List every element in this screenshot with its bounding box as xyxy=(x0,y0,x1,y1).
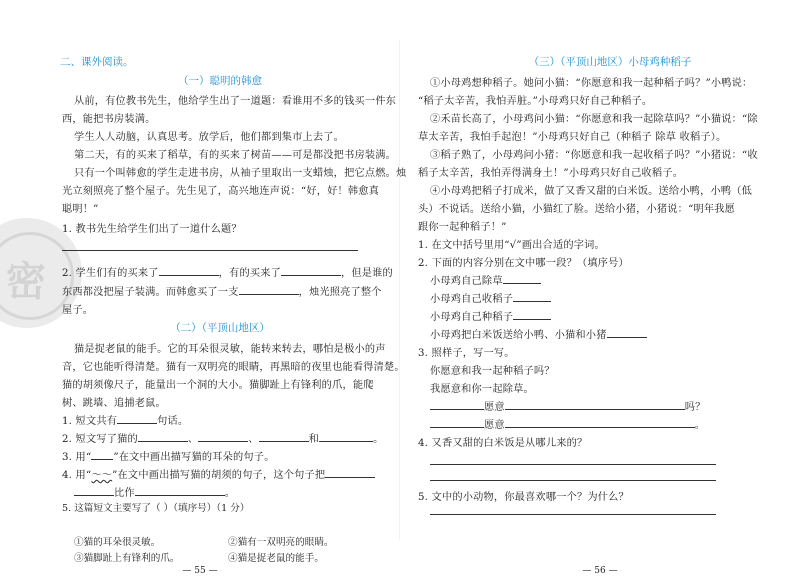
question-7 xyxy=(62,500,392,514)
fill-blank[interactable] xyxy=(325,467,375,478)
fill-blank[interactable] xyxy=(430,417,484,428)
passage3-line: 头）不说话。送给小猫，小猫红了脸。送给小猪，小猪说：“明年我愿 xyxy=(418,204,736,215)
fill-blank[interactable] xyxy=(138,431,188,442)
right-page xyxy=(400,0,800,580)
q7-text: 5. 这篇短文主要写了（ ）（填序号）（1 分） xyxy=(62,503,250,514)
fill-blank[interactable] xyxy=(74,485,114,496)
list-item xyxy=(430,308,551,323)
page-number-right: — 56 — xyxy=(582,566,618,576)
q2-item-text: 小母鸡自己除草 xyxy=(430,276,503,287)
answer-line[interactable] xyxy=(430,514,716,515)
question-4 xyxy=(62,430,383,445)
q2-text: 2. 学生们有的买来了 xyxy=(62,268,159,279)
fill-blank[interactable] xyxy=(513,291,551,302)
passage3-line: ①小母鸡想种稻子。她问小猫：“你愿意和我一起种稻子吗？”小鸭说： xyxy=(430,78,753,89)
question-2: 2. 下面的内容分别在文中哪一段？（填序号） xyxy=(418,258,629,269)
section-title: 二、课外阅读。 xyxy=(60,56,134,68)
fill-blank[interactable] xyxy=(135,485,225,496)
list-item xyxy=(430,326,647,341)
q2-item-text: 小母鸡自己收稻子 xyxy=(430,294,514,305)
passage3-line: 跟你一起种稻子！” xyxy=(418,222,507,233)
question-6-cont xyxy=(74,484,235,499)
q6-text: 比作 xyxy=(114,488,135,499)
list-item xyxy=(430,290,551,305)
passage3-line: 稻子太辛苦，我怕弄得满身土！”小母鸡只好自己收稻子。 xyxy=(418,168,684,179)
q4-text: 2. 短文写了猫的 xyxy=(62,434,138,445)
q5-text: 3. 用“ xyxy=(62,452,92,463)
q4-text: 、 xyxy=(187,434,199,445)
q2-text: ，有的买来了 xyxy=(218,268,281,279)
answer-line[interactable] xyxy=(62,250,358,251)
q3-end: 。 xyxy=(694,420,706,431)
question-1: 1. 教书先生给学生们出了一道什么题？ xyxy=(62,224,242,235)
fill-blank[interactable] xyxy=(319,431,373,442)
q3-text: 句话。 xyxy=(157,416,189,427)
q4-text: 、 xyxy=(248,434,259,445)
passage2-line: 猫是捉老鼠的能手。它的耳朵很灵敏，能转来转去，哪怕是极小的声 xyxy=(74,344,386,355)
option-text: ②猫有一双明亮的眼睛。 xyxy=(228,537,334,548)
fill-blank[interactable] xyxy=(505,417,695,428)
option-text: ①猫的耳朵很灵敏。 xyxy=(74,537,161,548)
q6-text: 。 xyxy=(224,488,236,499)
passage1-line: 从前，有位教书先生，他给学生出了一道题：看谁用不多的钱买一件东 xyxy=(74,96,397,107)
q6-text: 4. 用“ xyxy=(62,470,92,481)
imitation-line xyxy=(430,398,706,413)
passage1-line: 学生人人动脑，认真思考。放学后，他们都到集市上去了。 xyxy=(74,132,345,143)
passage3-line: 草太辛苦，我怕手起泡！”小母鸡只好自己（种稻子 除草 收稻子）。 xyxy=(418,132,727,143)
fill-blank[interactable] xyxy=(198,431,248,442)
passage1-line: 第二天，有的买来了稻草，有的买来了树苗——可是都没把书房装满。 xyxy=(74,150,397,161)
question-2-cont: 屋子。 xyxy=(62,305,94,316)
fill-blank[interactable] xyxy=(259,431,309,442)
question-3: 3. 照样子，写一写。 xyxy=(418,348,515,359)
imitation-line xyxy=(430,416,705,431)
passage3-title: （三）（平顶山地区）小母鸡种稻子 xyxy=(528,56,692,68)
option-text: ④猫是捉老鼠的能手。 xyxy=(228,553,324,564)
q4-text: 。 xyxy=(373,434,384,445)
q2-text: ，但是谁的 xyxy=(341,268,393,279)
q2-text: 东西都没把屋子装满。而韩愈买了一支 xyxy=(62,287,239,298)
question-2-cont xyxy=(62,283,382,298)
question-7-block xyxy=(62,500,392,514)
page-number-left: — 55 — xyxy=(182,566,218,576)
q3-word: 愿意 xyxy=(484,402,505,413)
q2-text: ，烛光照亮了整个 xyxy=(298,287,382,298)
question-4: 4. 又香又甜的白米饭是从哪儿来的？ xyxy=(418,438,588,449)
list-item xyxy=(430,272,541,287)
passage3-line: ④小母鸡把稻子打成米，做了又香又甜的白米饭。送给小鸭，小鸭（低 xyxy=(430,186,753,197)
fill-blank[interactable] xyxy=(505,399,685,410)
stamp-glyph: 密 xyxy=(6,259,46,305)
fill-blank[interactable] xyxy=(117,413,157,424)
fill-blank[interactable] xyxy=(281,265,341,276)
passage2-title: （二）（平顶山地区） xyxy=(170,322,270,334)
option-text: ③猫脚趾上有锋利的爪。 xyxy=(74,553,180,564)
option-1[interactable] xyxy=(74,534,160,548)
passage2-line: 音，它也能听得清楚。猫有一双明亮的眼睛，再黑暗的夜里也能看得清楚。 xyxy=(62,362,405,373)
q2-item-text: 小母鸡把白米饭送给小鸭、小猫和小猪 xyxy=(430,330,607,341)
q3-text: 1. 短文共有 xyxy=(62,416,118,427)
passage3-line: “稻子太辛苦，我怕弄脏。”小母鸡只好自己种稻子。 xyxy=(418,96,653,107)
fill-blank[interactable] xyxy=(607,327,647,338)
fill-blank[interactable] xyxy=(430,399,484,410)
example-sentence: 我愿意和你一起除草。 xyxy=(430,384,534,395)
option-4[interactable] xyxy=(228,550,324,564)
passage3-line: ②禾苗长高了，小母鸡问小猫：“你愿意和我一起除草吗？”小猫说：“除 xyxy=(430,114,758,125)
q5-text: ”在文中画出描写猫的耳朵的句子。 xyxy=(113,452,275,463)
question-3 xyxy=(62,412,188,427)
fill-blank[interactable] xyxy=(239,284,299,295)
option-3[interactable] xyxy=(74,550,180,564)
q3-word: 愿意 xyxy=(484,420,505,431)
passage1-line: 聪明！” xyxy=(62,204,99,215)
passage3-line: ③稻子熟了，小母鸡问小猪：“你愿意和我一起收稻子吗？”小猪说：“收 xyxy=(430,150,758,161)
passage2-line: 树、跳墙、追捕老鼠。 xyxy=(62,398,166,409)
q3-end: 吗？ xyxy=(684,402,706,413)
question-2 xyxy=(62,264,393,279)
passage1-line: 光立刻照亮了整个屋子。先生见了，高兴地连声说：“好，好！韩愈真 xyxy=(62,186,380,197)
question-5: 5. 文中的小动物，你最喜欢哪一个？为什么？ xyxy=(418,492,629,503)
question-1: 1. 在文中括号里用“√”画出合适的字词。 xyxy=(418,240,605,251)
fill-blank[interactable] xyxy=(159,265,219,276)
q2-item-text: 小母鸡自己种稻子 xyxy=(430,312,514,323)
option-2[interactable] xyxy=(228,534,334,548)
passage1-title: （一）聪明的韩愈 xyxy=(178,75,262,87)
passage1-line: 西，能把书房装满。 xyxy=(62,114,156,125)
answer-line[interactable] xyxy=(430,480,716,481)
example-sentence: 你愿意和我一起种稻子吗？ xyxy=(430,366,555,377)
fill-blank[interactable] xyxy=(503,273,541,284)
underline-sample xyxy=(91,449,113,460)
question-5 xyxy=(62,448,275,463)
answer-line[interactable] xyxy=(430,464,716,465)
passage2-line: 猫的胡须像尺子，能量出一个洞的大小。猫脚趾上有锋利的爪，能爬 xyxy=(62,380,374,391)
wavy-line-sample: ～～ xyxy=(91,470,113,481)
fill-blank[interactable] xyxy=(513,309,551,320)
question-6 xyxy=(62,466,375,481)
passage1-line: 只有一个叫韩愈的学生走进书房，从袖子里取出一支蜡烛，把它点燃。烛 xyxy=(74,168,407,179)
q4-text: 和 xyxy=(308,434,320,445)
q6-text: ”在文中画出描写猫的胡须的句子，这个句子把 xyxy=(112,470,326,481)
